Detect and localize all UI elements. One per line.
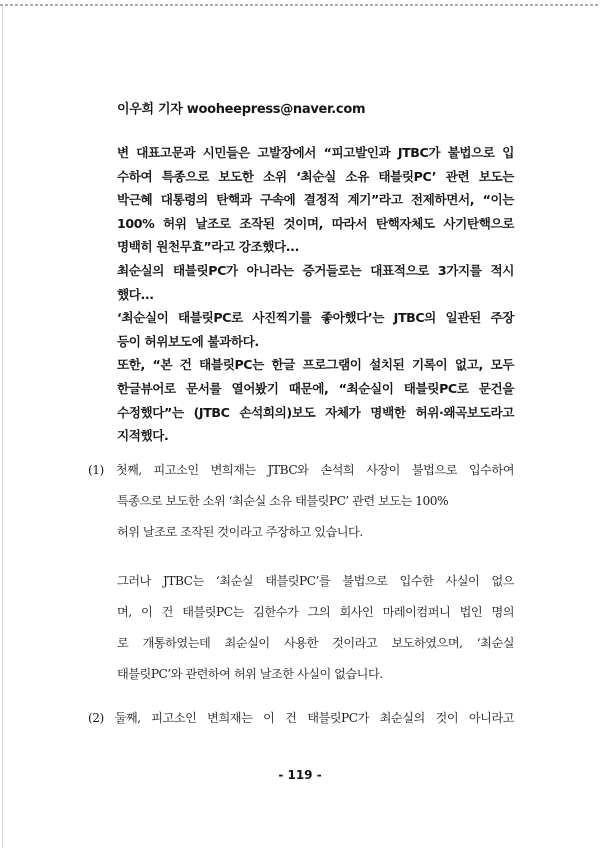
scan-edge-top xyxy=(0,4,600,6)
article-line: 명백히 원천무효”라고 강조했다... xyxy=(117,239,299,255)
item-1-line: 허위 날조로 조작된 것이라고 주장하고 있습니다. xyxy=(117,525,363,539)
rebuttal-paragraph xyxy=(88,566,514,690)
rebuttal-line: 로 개통하였는데 최순실이 사용한 것이라고 보도하였으며, ‘최순실 xyxy=(117,636,514,650)
item-2-line: (2) 둘째, 피고소인 변희재는 이 건 태블릿PC가 최순실의 것이 아니라고 xyxy=(88,711,514,725)
article-line: 등이 허위보도에 불과하다. xyxy=(117,333,259,349)
article-line: 또한, “본 건 태블릿PC는 한글 프로그램이 설치된 기록이 없고, 모두 xyxy=(117,357,514,373)
article-line: 100% 허위 날조로 조작된 것이며, 따라서 탄핵자체도 사기탄핵으로 xyxy=(117,215,514,231)
scan-edge-left xyxy=(2,6,3,848)
article-line: 수정했다”는 (JTBC 손석희의)보도 자체가 명백한 허위·왜곡보도라고 xyxy=(117,404,514,420)
rebuttal-line: 며, 이 건 태블릿PC는 김한수가 그의 회사인 마레이컴퍼니 법인 명의 xyxy=(117,605,514,619)
article-line: 한글뷰어로 문서를 열어봤기 때문에, “최순실이 태블릿PC로 문건을 xyxy=(117,380,514,396)
rebuttal-line: 태블릿PC’와 관련하여 허위 날조한 사실이 없습니다. xyxy=(117,667,383,681)
article-line: 최순실의 태블릿PC가 아니라는 증거들로는 대표적으로 3가지를 적시 xyxy=(117,262,514,278)
item-1-line: (1) 첫째, 피고소인 변희재는 JTBC와 손석희 사장이 불법으로 입수하여 xyxy=(88,463,514,477)
page-number: - 119 - xyxy=(278,768,322,782)
quoted-article xyxy=(117,141,514,448)
article-line: 수하여 특종으로 보도한 소위 ‘최순실 소유 태블릿PC’ 관련 보도는 xyxy=(117,168,514,184)
item-1-paragraph xyxy=(88,455,514,548)
article-line: 박근혜 대통령의 탄핵과 구속에 결정적 계기”라고 전제하면서, “이는 xyxy=(117,192,514,208)
rebuttal-line: 그러나 JTBC는 ‘최순실 태블릿PC’를 불법으로 입수한 사실이 없으 xyxy=(117,574,514,588)
item-2-paragraph xyxy=(88,703,514,734)
article-line: 변 대표고문과 시민들은 고발장에서 “피고발인과 JTBC가 불법으로 입 xyxy=(117,145,514,160)
article-line: ‘최순실이 태블릿PC로 사진찍기를 좋아했다’는 JTBC의 일관된 주장 xyxy=(117,310,514,326)
article-line: 했다... xyxy=(117,286,154,302)
item-1-line: 특종으로 보도한 소위 ‘최순실 소유 태블릿PC’ 관련 보도는 100% xyxy=(117,494,449,508)
article-byline: 이우희 기자 wooheepress@naver.com xyxy=(117,102,366,117)
article-line: 지적했다. xyxy=(117,428,169,444)
